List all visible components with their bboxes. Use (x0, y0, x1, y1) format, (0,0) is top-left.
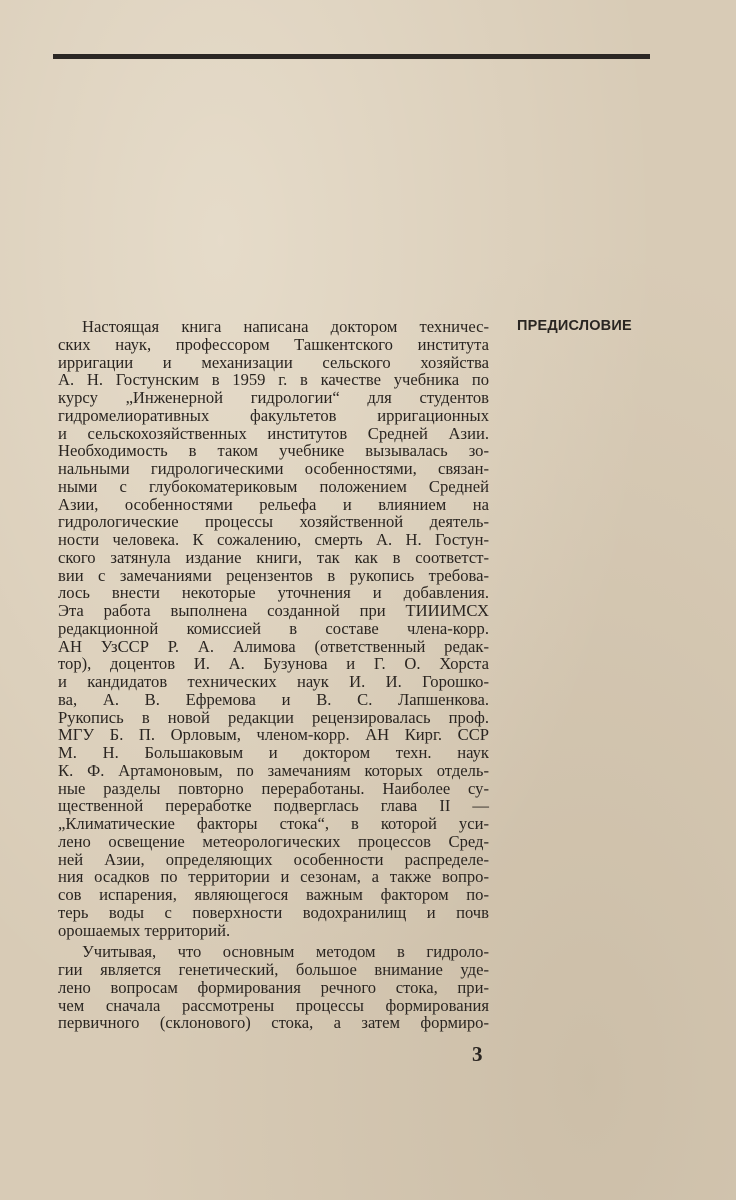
text-line: и кандидатов технических наук И. И. Горошко- (58, 672, 489, 691)
text-line: лено освещение метеорологических процессов Сред- (58, 831, 489, 851)
text-line: АН УзССР Р. А. Алимова (ответственный редак- (58, 636, 489, 656)
text-line: А. Н. Гостунским в 1959 г. в качестве учебника по (58, 370, 489, 390)
text-line: Рукопись в новой редакции рецензировалась проф. (58, 707, 489, 727)
text-line: Азии, особенностями рельефа и влиянием на (58, 494, 489, 514)
text-line: чем сначала рассмотрены процессы формирования (58, 995, 489, 1015)
text-line: ными с глубокоматериковым положением Средней (58, 476, 489, 496)
text-line: ских наук, профессором Ташкентского института (58, 334, 489, 354)
text-line: Необходимость в таком учебнике вызывалась зо- (58, 441, 489, 461)
text-line: ные разделы повторно переработаны. Наиболее су- (58, 778, 489, 798)
text-line: М. Н. Большаковым и доктором техн. наук (58, 743, 489, 762)
paragraph-1 (58, 318, 489, 939)
text-line: первичного (склонового) стока, а затем формиро- (58, 1013, 489, 1033)
text-line: ского затянула издание книги, так как в соответст- (58, 547, 489, 567)
text-line: ности человека. К сожалению, смерть А. Н. Гостун- (58, 530, 489, 549)
text-line: тор), доцентов И. А. Бузунова и Г. О. Хорста (58, 654, 489, 674)
text-line: сов испарения, являющегося важным фактором по- (58, 885, 489, 904)
text-line: гидромелиоративных факультетов ирригационных (58, 405, 489, 425)
text-line: К. Ф. Артамоновым, по замечаниям которых отдель- (58, 760, 489, 780)
text-line: нальными гидрологическими особенностями, связан- (58, 459, 489, 478)
text-line: орошаемых территорий. (58, 920, 231, 940)
text-line: редакционной комиссией в составе члена-корр. (58, 618, 489, 638)
text-line: терь воды с поверхности водохранилищ и почв (58, 902, 489, 922)
text-line: Учитывая, что основным методом в гидроло- (82, 942, 489, 962)
text-line: МГУ Б. П. Орловым, членом-корр. АН Кирг. ССР (58, 725, 489, 745)
text-line: гии является генетический, большое внимание уде- (58, 960, 489, 979)
section-heading: ПРЕДИСЛОВИЕ (517, 318, 632, 334)
top-rule (53, 54, 650, 59)
body-text (58, 318, 489, 1032)
text-line: „Климатические факторы стока“, в которой уси- (58, 814, 489, 833)
text-line: ирригации и механизации сельского хозяйства (58, 352, 489, 372)
text-line: ния осадков по территории и сезонам, а также вопро- (58, 867, 489, 887)
text-line: Эта работа выполнена созданной при ТИИИМСХ (58, 601, 489, 620)
text-line: курсу „Инженерной гидрологии“ для студентов (58, 388, 489, 407)
page-number: 3 (472, 1042, 483, 1066)
text-line: лено вопросам формирования речного стока, при- (58, 977, 489, 997)
text-line: ней Азии, определяющих особенности распределе- (58, 849, 489, 869)
text-line: лось внести некоторые уточнения и добавления. (58, 583, 489, 603)
text-line: щественной переработке подверглась глава II — (58, 796, 489, 816)
text-line: ва, А. В. Ефремова и В. С. Лапшенкова. (58, 689, 489, 709)
text-line: гидрологические процессы хозяйственной деятель- (58, 512, 489, 532)
text-line: вии с замечаниями рецензентов в рукопись требова- (58, 565, 489, 585)
text-line: Настоящая книга написана доктором техничес- (82, 317, 489, 336)
paragraph-2 (58, 943, 489, 1032)
text-line: и сельскохозяйственных институтов Средней Азии. (58, 423, 489, 443)
